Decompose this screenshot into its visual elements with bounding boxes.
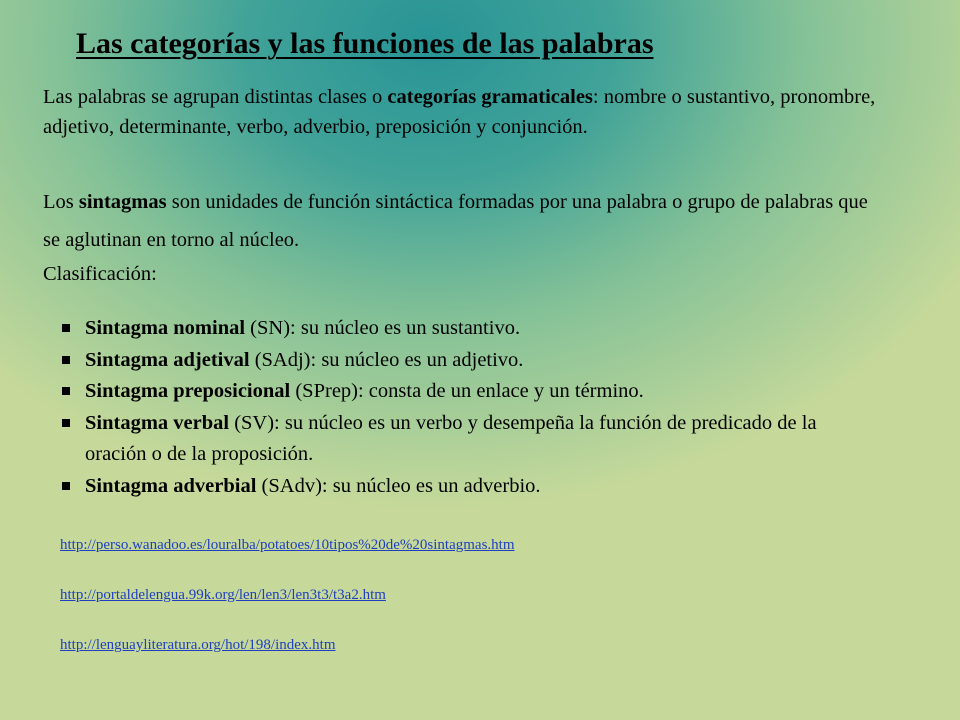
sintagmas-text-start: Los (43, 191, 79, 213)
list-item-text: (SN): su núcleo es un sustantivo. (245, 317, 521, 339)
intro-text-start: Las palabras se agrupan distintas clases o (43, 86, 388, 108)
square-bullet-icon (62, 387, 70, 395)
intro-paragraph (43, 82, 883, 142)
sintagmas-text-end: son unidades de función sintáctica formadas por una palabra o grupo de palabras que se aglutinan en torno al núcleo. (43, 191, 868, 251)
square-bullet-icon (62, 482, 70, 490)
link-item (60, 587, 515, 637)
link-item (60, 637, 515, 687)
list-item-text: (SPrep): consta de un enlace y un término. (290, 380, 644, 402)
list-item (60, 471, 900, 503)
intro-bold-term: categorías gramaticales (387, 86, 593, 108)
sintagmas-paragraph (43, 183, 873, 259)
reference-link[interactable]: http://lenguayliteratura.org/hot/198/index.htm (60, 637, 336, 653)
list-item-text: (SAdj): su núcleo es un adjetivo. (249, 348, 524, 371)
list-item-term: Sintagma verbal (85, 411, 230, 434)
list-item-text: (SV): su núcleo es un verbo y desempeña la función de predicado de la oración o de la proposición. (85, 411, 817, 465)
intro-text-end: : nombre o sustantivo, pronombre, adjetivo, determinante, verbo, adverbio, preposición y conjunción. (43, 86, 876, 138)
link-item (60, 537, 515, 587)
sintagma-list (60, 313, 900, 502)
list-item (60, 313, 900, 345)
list-item-text: (SAdv): su núcleo es un adverbio. (256, 474, 541, 497)
square-bullet-icon (62, 419, 70, 427)
list-item (60, 345, 900, 377)
list-item-term: Sintagma adverbial (85, 474, 257, 497)
square-bullet-icon (62, 356, 70, 364)
classification-label: Clasificación: (43, 263, 157, 285)
reference-link[interactable]: http://perso.wanadoo.es/louralba/potatoes/10tipos%20de%20sintagmas.htm (60, 537, 515, 553)
slide-title: Las categorías y las funciones de las palabras (76, 27, 654, 60)
reference-links (60, 537, 515, 687)
reference-link[interactable]: http://portaldelengua.99k.org/len/len3/len3t3/t3a2.htm (60, 587, 386, 603)
list-item-term: Sintagma nominal (85, 317, 246, 339)
square-bullet-icon (62, 324, 70, 332)
sintagmas-bold-term: sintagmas (78, 191, 167, 213)
list-item (60, 376, 900, 408)
list-item (60, 408, 845, 471)
list-item-term: Sintagma preposicional (85, 380, 291, 402)
list-item-term: Sintagma adjetival (85, 348, 250, 371)
